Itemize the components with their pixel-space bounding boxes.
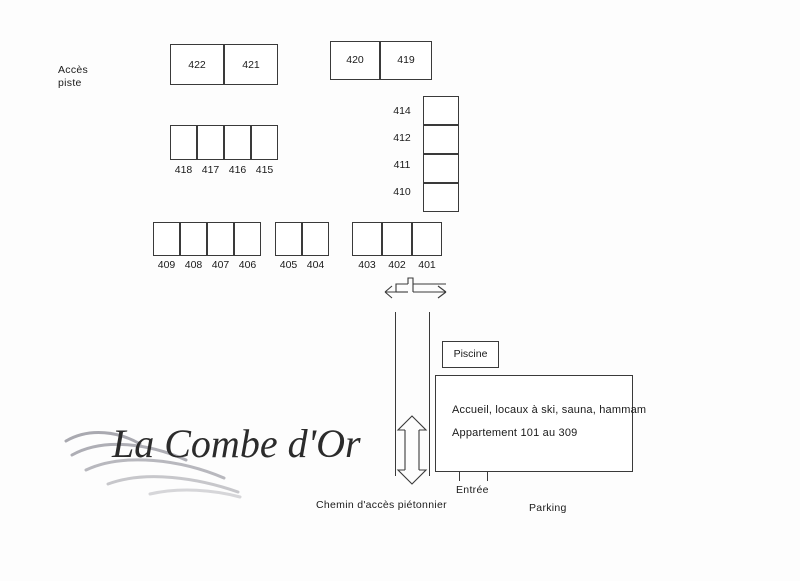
- reception-line2: Appartement 101 au 309: [452, 427, 578, 439]
- entree-tick-left: [459, 472, 460, 481]
- building-421-label: 421: [242, 59, 260, 71]
- reception-line1: Accueil, locaux à ski, sauna, hammam: [452, 404, 647, 416]
- resort-logo: La Combe d'Or: [112, 421, 361, 466]
- building-406[interactable]: [234, 222, 261, 256]
- building-409-label: 409: [157, 259, 176, 271]
- building-410-label: 410: [393, 186, 411, 198]
- acces-piste-caption: [58, 64, 88, 90]
- building-401-label: 401: [418, 259, 436, 271]
- building-403-label: 403: [358, 259, 376, 271]
- building-402-label: 402: [388, 259, 406, 271]
- path-line-left: [395, 312, 396, 476]
- horizontal-double-arrow: [385, 278, 446, 298]
- building-417-label: 417: [201, 164, 220, 176]
- entree-label: Entrée: [456, 484, 489, 496]
- vertical-double-arrow: [398, 416, 426, 484]
- building-412-label: 412: [393, 132, 411, 144]
- building-404[interactable]: [302, 222, 329, 256]
- building-415[interactable]: [251, 125, 278, 160]
- building-416-label: 416: [228, 164, 247, 176]
- building-418[interactable]: [170, 125, 197, 160]
- building-415-label: 415: [255, 164, 274, 176]
- building-407-label: 407: [211, 259, 230, 271]
- building-419-label: 419: [397, 54, 415, 66]
- building-408-label: 408: [184, 259, 203, 271]
- entree-tick-right: [487, 472, 488, 481]
- reception-building[interactable]: [435, 375, 633, 472]
- building-405[interactable]: [275, 222, 302, 256]
- building-410[interactable]: [423, 183, 459, 212]
- building-407[interactable]: [207, 222, 234, 256]
- acces-piste-line2: piste: [58, 77, 82, 89]
- building-405-label: 405: [279, 259, 298, 271]
- building-416[interactable]: [224, 125, 251, 160]
- building-418-label: 418: [174, 164, 193, 176]
- building-403[interactable]: [352, 222, 382, 256]
- chemin-label: Chemin d'accès piétonnier: [316, 499, 447, 511]
- building-422-label: 422: [188, 59, 206, 71]
- building-414[interactable]: [423, 96, 459, 125]
- building-411-label: 411: [393, 159, 411, 171]
- building-404-label: 404: [306, 259, 325, 271]
- building-402[interactable]: [382, 222, 412, 256]
- building-420-label: 420: [346, 54, 364, 66]
- building-412[interactable]: [423, 125, 459, 154]
- acces-piste-line1: Accès: [58, 64, 89, 76]
- building-408[interactable]: [180, 222, 207, 256]
- building-417[interactable]: [197, 125, 224, 160]
- building-411[interactable]: [423, 154, 459, 183]
- building-414-label: 414: [393, 105, 411, 117]
- piscine-label: Piscine: [453, 348, 488, 360]
- building-406-label: 406: [238, 259, 257, 271]
- path-line-right: [429, 312, 430, 476]
- parking-label: Parking: [529, 502, 567, 514]
- building-401[interactable]: [412, 222, 442, 256]
- building-409[interactable]: [153, 222, 180, 256]
